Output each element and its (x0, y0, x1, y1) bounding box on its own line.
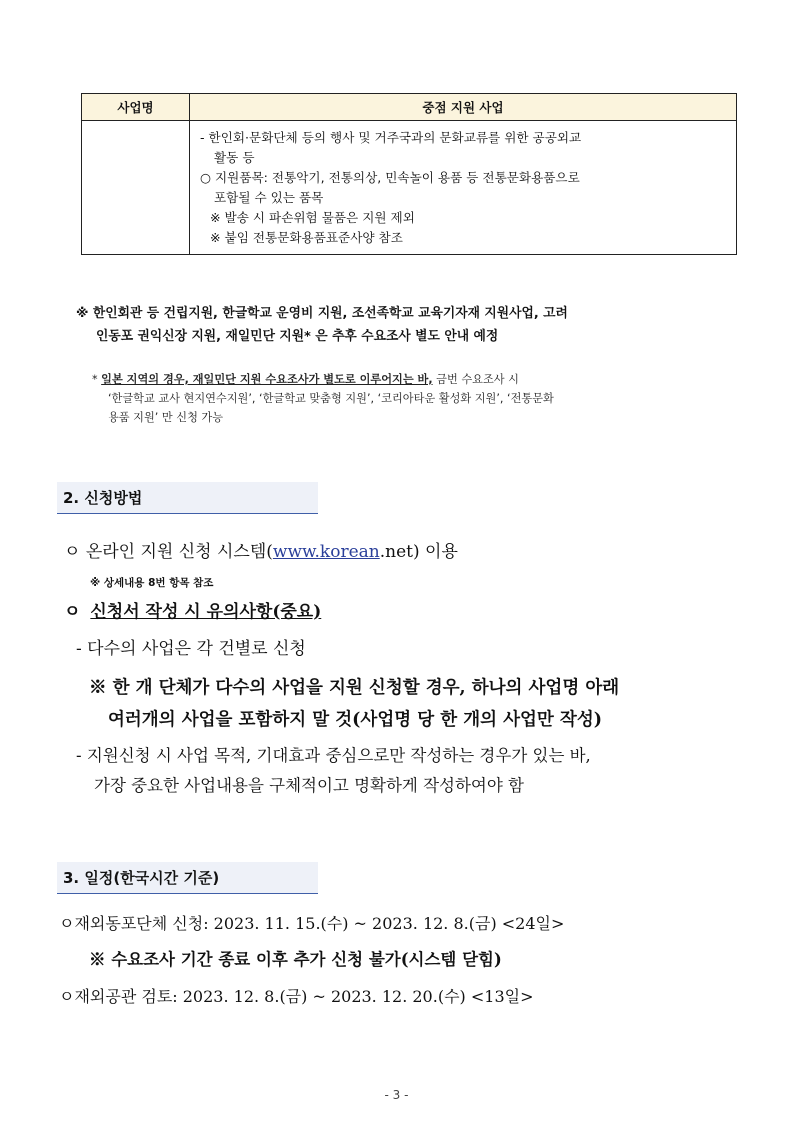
table-line: ○ 지원품목: 전통악기, 전통의상, 민속놀이 용품 등 전통문화용품으로 (200, 170, 580, 185)
online-apply-line (64, 540, 458, 564)
online-suffix: .net) 이용 (379, 542, 458, 562)
table-header-business-name: 사업명 (82, 94, 190, 121)
section-3-title: 3. 일정(한국시간 기준) (57, 862, 318, 894)
bullet-content-line-1: - 지원신청 시 사업 목적, 기대효과 중심으로만 작성하는 경우가 있는 바, (76, 746, 591, 765)
table-cell-empty (82, 121, 190, 255)
warning-line-1: ※ 한 개 단체가 다수의 사업을 지원 신청할 경우, 하나의 사업명 아래 (89, 678, 620, 698)
footnote-line-3: 용품 지원’ 만 신청 가능 (108, 411, 224, 424)
schedule-line-2: ㅇ재외공관 검토: 2023. 12. 8.(금) ~ 2023. 12. 20.(수) <13일> (59, 987, 534, 1006)
section-2-title: 2. 신청방법 (57, 482, 318, 514)
warning-line-2: 여러개의 사업을 포함하지 말 것(사업명 당 한 개의 사업만 작성) (108, 710, 603, 730)
schedule-note: ※ 수요조사 기간 종료 이후 추가 신청 불가(시스템 닫힘) (89, 950, 502, 969)
schedule-line-1: ㅇ재외동포단체 신청: 2023. 11. 15.(수) ~ 2023. 12. 8.(금) <24일> (59, 914, 565, 933)
table-header-focus-support: 중점 지원 사업 (190, 94, 737, 121)
footnote-line-2: ‘한글학교 교사 현지연수지원’, ‘한글학교 맞춤형 지원’, ‘코리아타운 활성화 지원’, ‘전통문화 (108, 392, 554, 405)
table-line: 활동 등 (214, 150, 255, 165)
notice-line-1: ※ 한인회관 등 건립지원, 한글학교 운영비 지원, 조선족학교 교육기자재 지원사업, 고려 (76, 306, 568, 321)
footnote-line-1 (92, 370, 519, 389)
table-line: 포함될 수 있는 품목 (214, 190, 324, 205)
korean-net-link[interactable]: www.korean (272, 542, 380, 562)
online-prefix: ㅇ 온라인 지원 신청 시스템( (64, 542, 273, 562)
page-number: - 3 - (384, 1088, 409, 1102)
notice-line-2: 인동포 권익신장 지원, 재일민단 지원* 은 추후 수요조사 별도 안내 예정 (96, 329, 499, 344)
footnote-bold: 일본 지역의 경우, 재일민단 지원 수요조사가 별도로 이루어지는 바, (101, 373, 433, 386)
table-cell-details (190, 121, 737, 255)
table-detail-lines (190, 121, 736, 254)
bullet-each-project: - 다수의 사업은 각 건별로 신청 (76, 639, 306, 659)
table-line: ※ 발송 시 파손위험 물품은 지원 제외 (210, 210, 415, 225)
table-line: - 한인회·문화단체 등의 행사 및 거주국과의 문화교류를 위한 공공외교 (200, 130, 582, 145)
support-table (81, 93, 737, 255)
table-line: ※ 붙임 전통문화용품표준사양 참조 (210, 230, 403, 245)
caution-title: 신청서 작성 시 유의사항(중요) (90, 602, 322, 622)
caution-mark: ㅇ (64, 602, 81, 622)
footnote-rest: 금번 수요조사 시 (432, 373, 519, 386)
caution-heading (64, 600, 321, 624)
detail-note: ※ 상세내용 8번 항목 참조 (90, 577, 214, 589)
bullet-content-line-2: 가장 중요한 사업내용을 구체적이고 명확하게 작성하여야 함 (94, 776, 524, 795)
footnote-star: * (92, 373, 98, 386)
